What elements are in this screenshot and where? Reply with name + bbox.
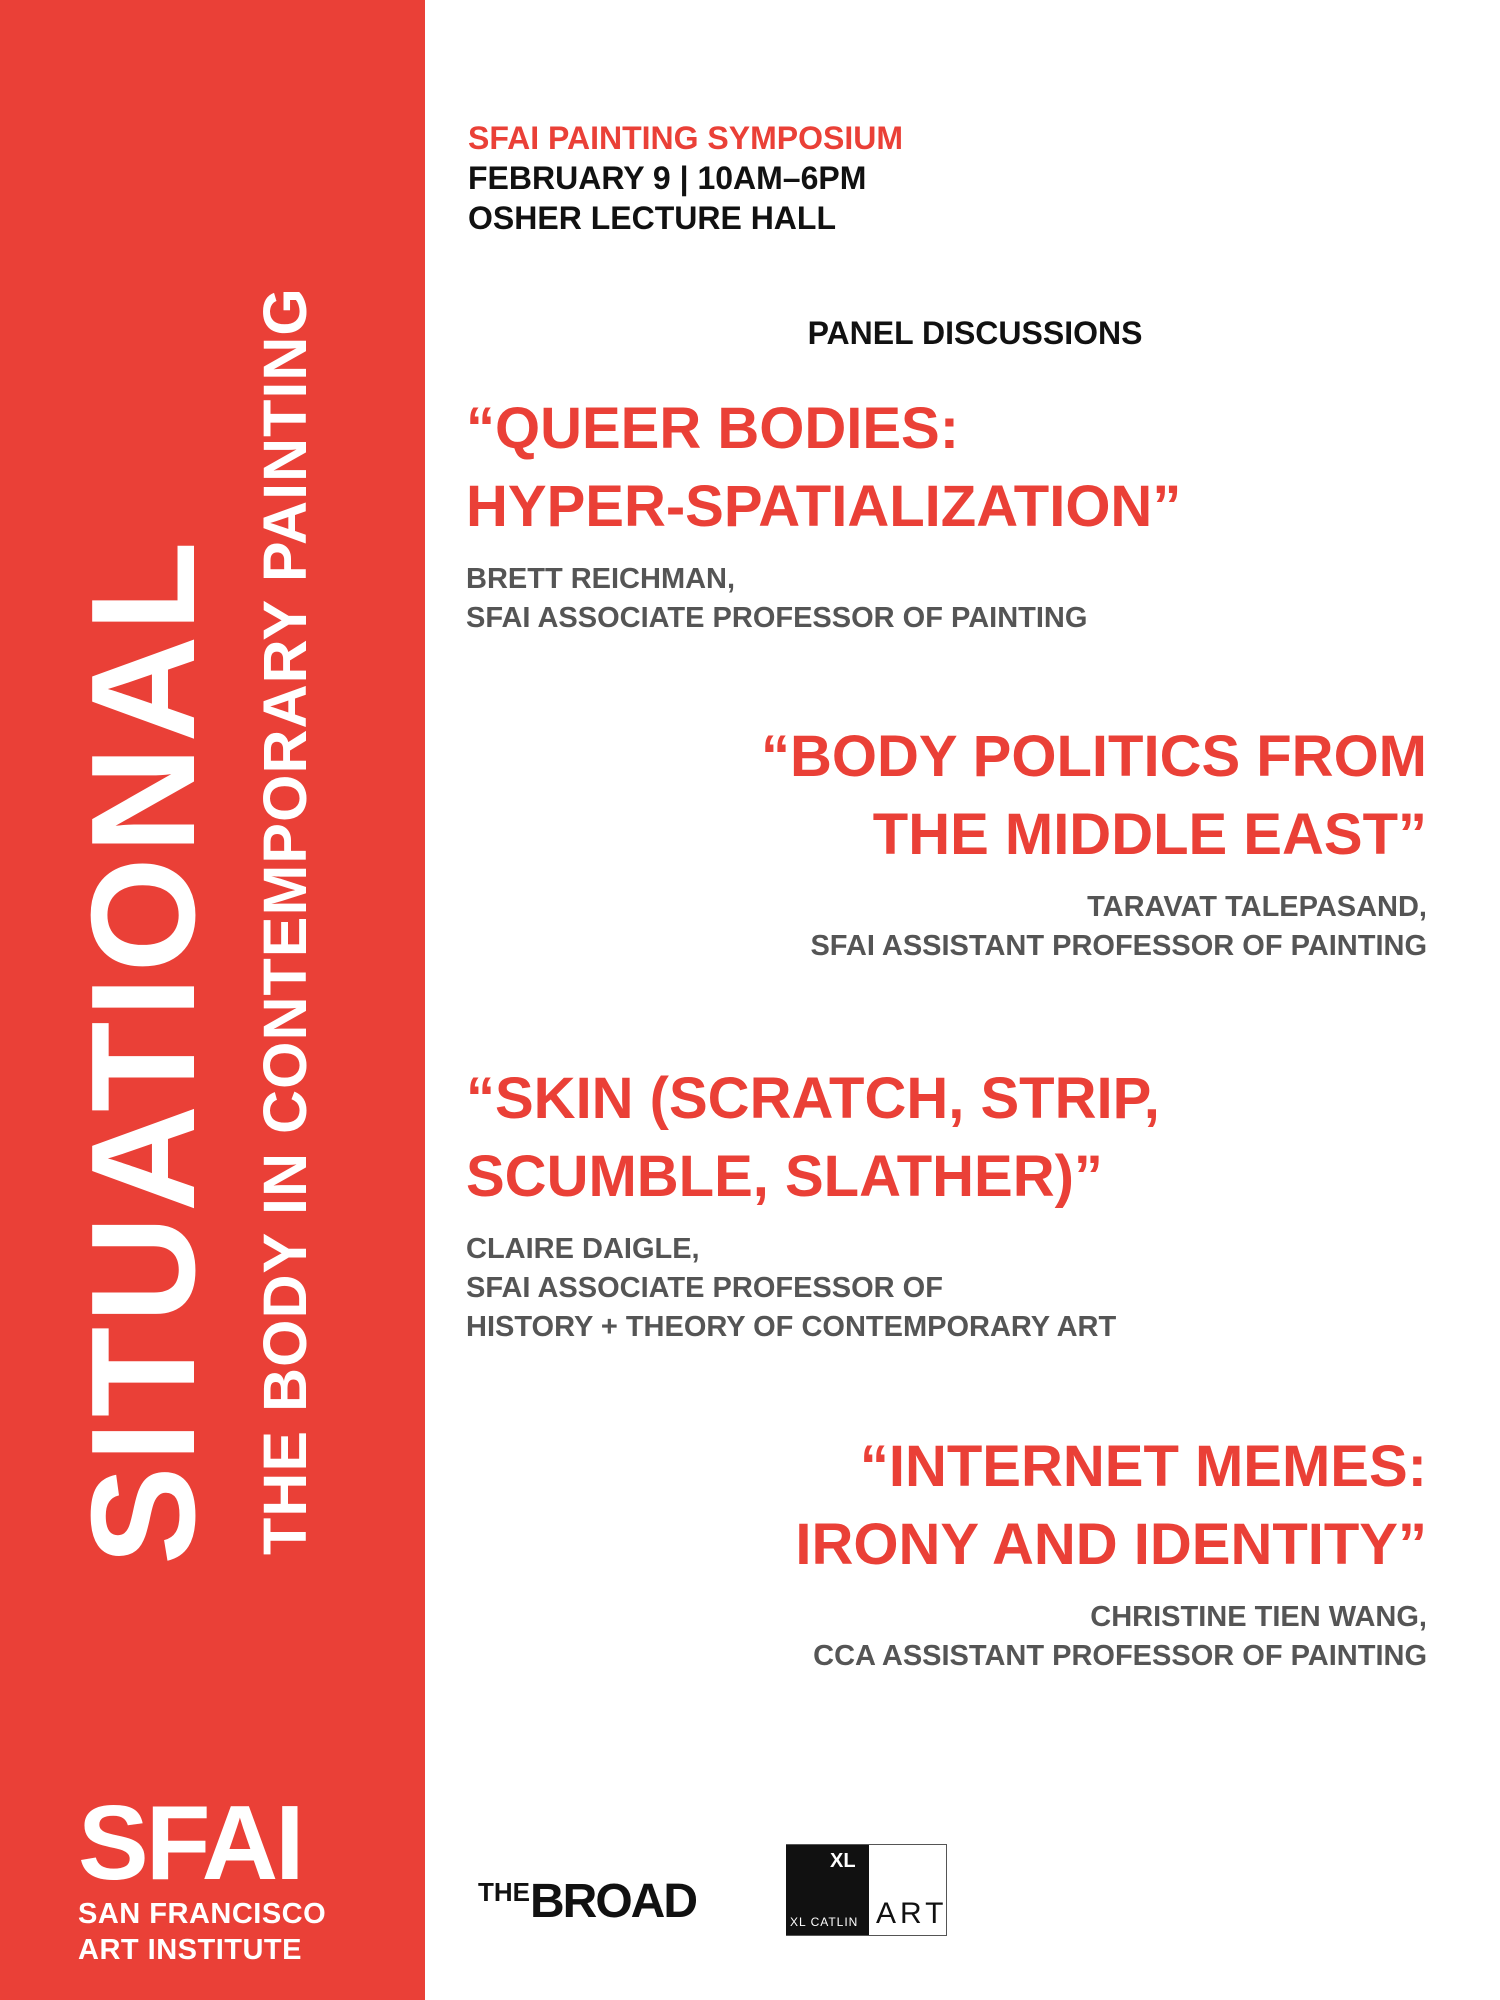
event-name: SFAI PAINTING SYMPOSIUM xyxy=(468,120,903,156)
the-broad-logo-name: BROAD xyxy=(530,1875,696,1928)
panel-internet-memes xyxy=(795,1428,1427,1676)
xl-catlin-art-logo xyxy=(786,1844,947,1936)
panel-skin xyxy=(466,1060,1160,1347)
panel-speaker: CLAIRE DAIGLE, SFAI ASSOCIATE PROFESSOR OF HISTORY + THEORY OF CONTEMPORARY ART xyxy=(466,1233,1117,1343)
panel-title: “SKIN (SCRATCH, STRIP, SCUMBLE, SLATHER)” xyxy=(466,1066,1160,1209)
the-broad-logo xyxy=(478,1875,696,1928)
xl-mark: XL xyxy=(830,1850,856,1872)
panel-speaker: CHRISTINE TIEN WANG, CCA ASSISTANT PROFESSOR OF PAINTING xyxy=(813,1601,1427,1672)
panel-title: “QUEER BODIES: HYPER-SPATIALIZATION” xyxy=(466,396,1182,539)
panel-body-politics xyxy=(761,718,1427,966)
panel-title: “BODY POLITICS FROM THE MIDDLE EAST” xyxy=(761,724,1427,867)
panel-title: “INTERNET MEMES: IRONY AND IDENTITY” xyxy=(795,1434,1427,1577)
panels-heading: PANEL DISCUSSIONS xyxy=(807,315,1143,351)
poster-subtitle: THE BODY IN CONTEMPORARY PAINTING xyxy=(251,287,319,1555)
xl-art-text: ART xyxy=(876,1897,948,1930)
sfai-logo-name-line1: SAN FRANCISCO xyxy=(78,1898,327,1930)
event-location: OSHER LECTURE HALL xyxy=(468,200,836,236)
event-header xyxy=(468,118,903,238)
sfai-logo-name-line2: ART INSTITUTE xyxy=(78,1934,302,1966)
sfai-logo-mark: SFAI xyxy=(78,1784,302,1902)
xl-catlin-box xyxy=(786,1845,869,1935)
panel-queer-bodies xyxy=(466,390,1181,638)
panel-speaker: TARAVAT TALEPASAND, SFAI ASSISTANT PROFESSOR OF PAINTING xyxy=(810,891,1427,962)
panel-speaker: BRETT REICHMAN, SFAI ASSOCIATE PROFESSOR OF PAINTING xyxy=(466,563,1088,634)
poster-title: SITUATIONAL xyxy=(61,537,226,1565)
event-date-time: FEBRUARY 9 | 10AM–6PM xyxy=(468,160,867,196)
xl-catlin-name: XL CATLIN xyxy=(790,1915,859,1929)
the-broad-logo-the: THE xyxy=(478,1877,530,1907)
